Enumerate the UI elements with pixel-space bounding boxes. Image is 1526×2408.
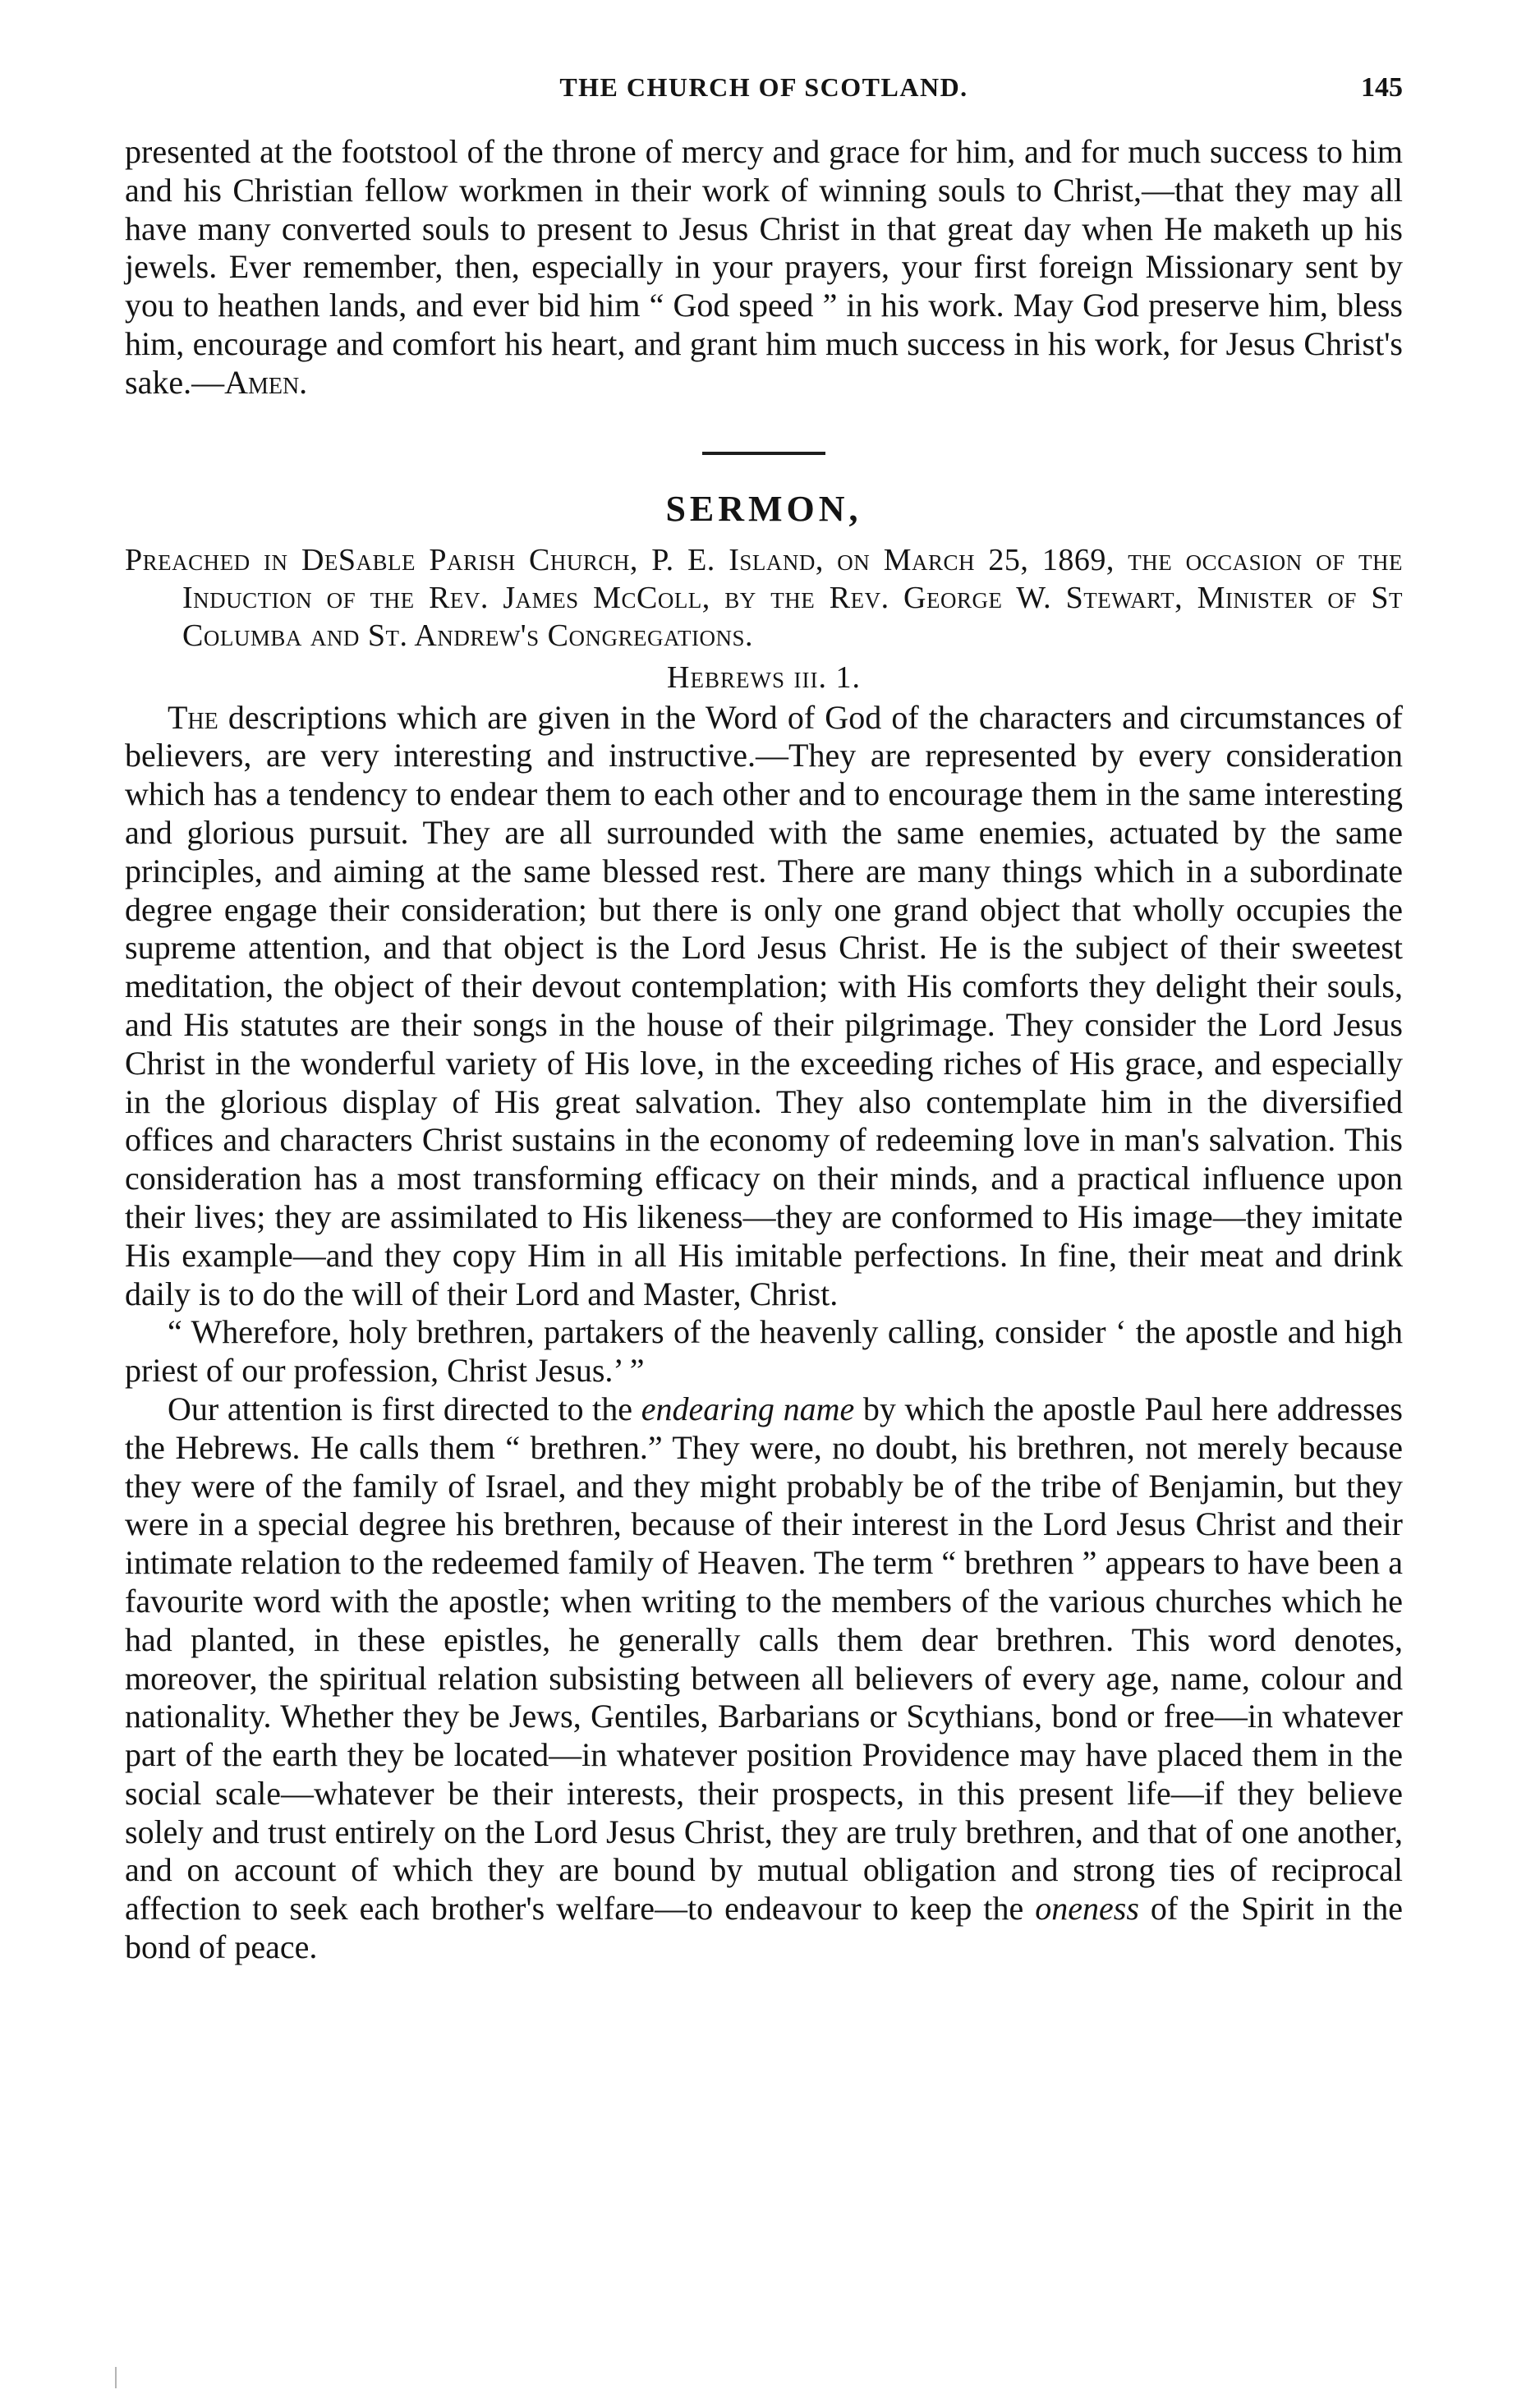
margin-mark	[115, 2367, 117, 2388]
paragraph-3-text-c: of the Spirit in the bond of peace.	[125, 1890, 1403, 1966]
scripture-quote: “ Wherefore, holy brethren, partakers of the heavenly calling, consider ‘ the apostle and high priest of our profession, Christ Jesus.’ ”	[125, 1313, 1403, 1390]
amen: Amen.	[224, 363, 308, 401]
closing-paragraph	[125, 133, 1403, 402]
section-divider	[702, 452, 825, 455]
sermon-paragraph-3	[125, 1390, 1403, 1967]
sermon-paragraph-1	[125, 699, 1403, 1314]
paragraph-3-text-b: by which the apostle Paul here addresses the Hebrews. He calls them “ brethren.” They were, no doubt, his brethren, not merely because they were of the family of Israel, and they might probably be of the tribe of Benjamin, but they were in a special degree his brethren, because of their interest in the Lord Jesus Christ and their intimate relation to the redeemed family of Heaven. The term “ brethren ” appears to have been a favourite word with the apostle; when writing to the members of the various churches which he had planted, in these epistles, he generally calls them dear brethren. This word denotes, moreover, the spiritual relation subsisting between all believers of every age, name, colour and nationality. Whether they be Jews, Gentiles, Barbarians or Scythians, bond or free—in whatever part of the earth they be located—in whatever position Providence may have placed them in the social scale—whatever be their interests, their prospects, in this present life—if they believe solely and trust entirely on the Lord Jesus Christ, they are truly brethren, and that of one another, and on account of which they are bound by mutual obligation and strong ties of reciprocal affection to seek each brother's welfare—to endeavour to keep the	[125, 1390, 1404, 1928]
paragraph-3-text-a: Our attention is first directed to the	[168, 1390, 641, 1427]
sermon-title: SERMON,	[665, 488, 862, 529]
sermon-occasion: Preached in DeSable Parish Church, P. E. Island, on March 25, 1869, the occasion of the Induction of the Rev. James McColl, by the Rev. George W. Stewart, Minister of St Columba and St. Andrew's Congregations.	[125, 542, 1403, 653]
running-head	[125, 72, 1403, 105]
emphasis-endearing-name: endearing name	[641, 1390, 855, 1427]
closing-paragraph-text: presented at the footstool of the throne of mercy and grace for him, and for much success to him and his Christian fellow workmen in their work of winning souls to Christ,—that they may all have many converted souls to present to Jesus Christ in that great day when He maketh up his jewels. Ever remember, then, especially in your prayers, your first foreign Missionary sent by you to heathen lands, and ever bid him “ God speed ” in his work. May God preserve him, bless him, encourage and comfort his heart, and grant him much success in his work, for Jesus Christ's sake.—	[125, 133, 1403, 401]
paragraph-1-text: descriptions which are given in the Word of God of the characters and circumstances of believers, are very interesting and instructive.—They are represented by every consideration which has a tendency to endear them to each other and to encourage them in the same interesting and glorious pursuit. They are all surrounded with the same enemies, actuated by the same principles, and aiming at the same blessed rest. There are many things which in a subordinate degree engage their consideration; but there is only one grand object that wholly occupies the supreme attention, and that object is the Lord Jesus Christ. He is the subject of their sweetest meditation, the object of their devout contemplation; with His comforts they delight their souls, and His statutes are their songs in the house of their pilgrimage. They consider the Lord Jesus Christ in the wonderful variety of His love, in the exceeding riches of His grace, and especially in the glorious display of His great salvation. They also contemplate him in the diversified offices and characters Christ sustains in the economy of redeeming love in man's salvation. This consideration has a most transforming efficacy on their minds, and a practical influence upon their lives; they are assimilated to His likeness—they are conformed to His image—they imitate His example—and they copy Him in all His imitable perfections. In fine, their meat and drink daily is to do the will of their Lord and Master, Christ.	[125, 698, 1403, 1312]
emphasis-oneness: oneness	[1035, 1890, 1139, 1928]
running-title: THE CHURCH OF SCOTLAND.	[559, 72, 968, 102]
scripture-reference: Hebrews iii. 1.	[667, 659, 861, 695]
drop-lead-word: The	[168, 698, 218, 736]
page-number: 145	[1361, 72, 1403, 103]
